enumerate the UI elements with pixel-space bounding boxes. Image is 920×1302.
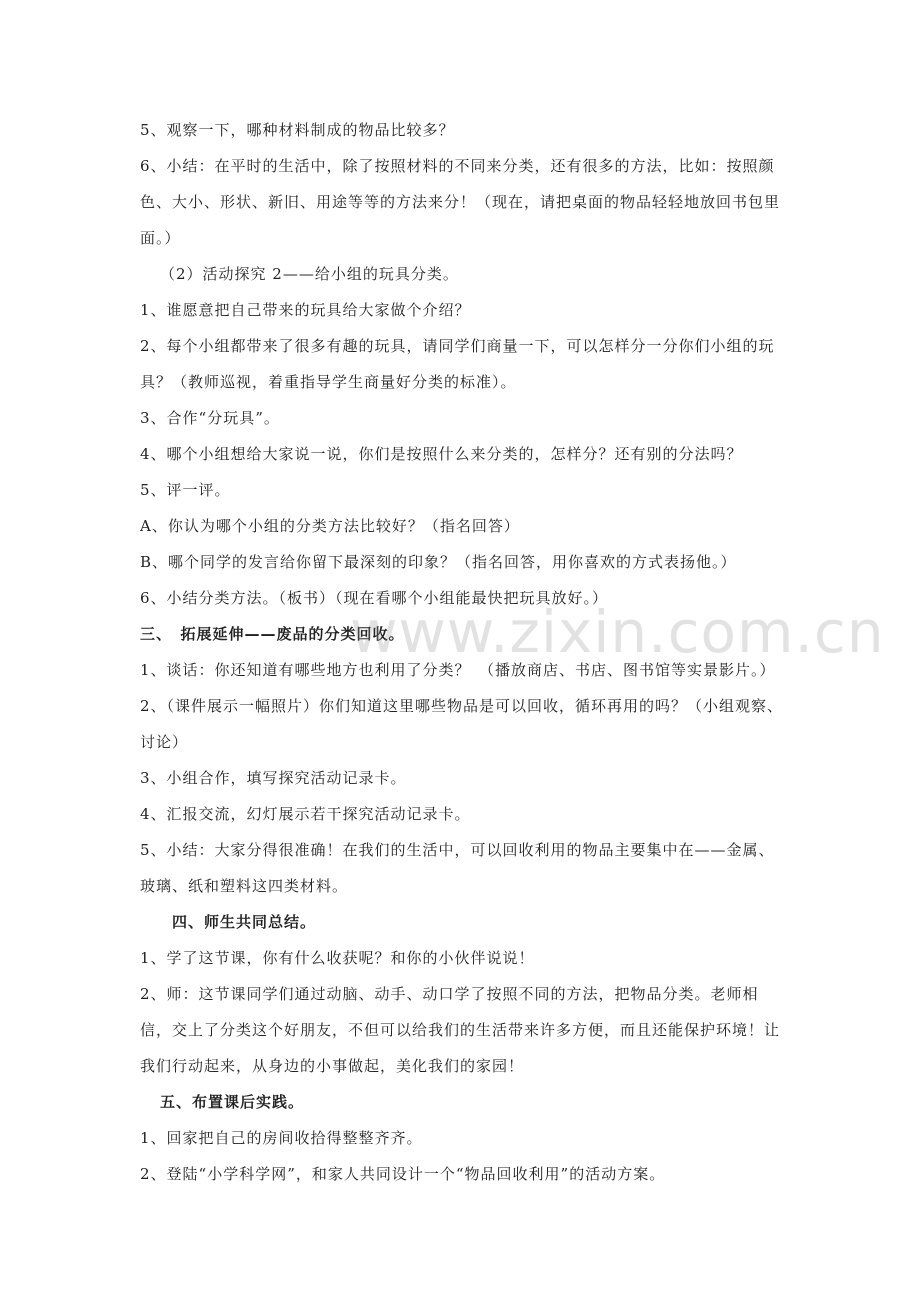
paragraph-11: 1、谈话：你还知道有哪些地方也利用了分类？ （播放商店、书店、图书馆等实景影片。）: [140, 661, 776, 679]
paragraph-5: 3、合作“分玩具”。: [140, 409, 280, 427]
paragraph-15: 5、小结：大家分得很准确！在我们的生活中，可以回收利用的物品主要集中在——金属、玻璃、纸和塑料这四类材料。: [140, 841, 775, 895]
paragraph-3: 1、谁愿意把自己带来的玩具给大家做个介绍？: [140, 301, 471, 319]
section-heading-activity-2: （2）活动探究 2——给小组的玩具分类。: [160, 265, 459, 283]
watermark: www.zixin.com.cn: [350, 598, 885, 666]
section-heading-3: 三、 拓展延伸——废品的分类回收。: [140, 625, 405, 643]
paragraph-16: 1、学了这节课，你有什么收获呢？和你的小伙伴说说！: [140, 949, 535, 967]
section-heading-5: 五、布置课后实践。: [160, 1093, 305, 1111]
paragraph-14: 4、汇报交流，幻灯展示若干探究活动记录卡。: [140, 805, 471, 823]
section-heading-4: 四、师生共同总结。: [172, 913, 317, 931]
paragraph-8: A、你认为哪个小组的分类方法比较好？（指名回答）: [140, 517, 520, 535]
document-body: [140, 112, 790, 1192]
paragraph-7: 5、评一评。: [140, 481, 231, 499]
paragraph-13: 3、小组合作，填写探究活动记录卡。: [140, 769, 407, 787]
paragraph-1: 5、观察一下，哪种材料制成的物品比较多？: [140, 121, 455, 139]
paragraph-18: 1、回家把自己的房间收拾得整整齐齐。: [140, 1129, 423, 1147]
paragraph-2: 6、小结：在平时的生活中，除了按照材料的不同来分类，还有很多的方法，比如：按照颜色、大小、形状、新旧、用途等等的方法来分！（现在，请把桌面的物品轻轻地放回书包里面。）: [140, 157, 781, 247]
paragraph-17: 2、师：这节课同学们通过动脑、动手、动口学了按照不同的方法，把物品分类。老师相信，交上了分类这个好朋友，不但可以给我们的生活带来许多方便，而且还能保护环境！让我们行动起来，从身边的小事做起，美化我们的家园！: [140, 985, 781, 1075]
paragraph-12: 2、（课件展示一幅照片）你们知道这里哪些物品是可以回收，循环再用的吗？（小组观察、讨论）: [140, 697, 784, 751]
paragraph-19: 2、登陆“小学科学网”，和家人共同设计一个“物品回收利用”的活动方案。: [140, 1165, 666, 1183]
paragraph-4: 2、每个小组都带来了很多有趣的玩具，请同学们商量一下，可以怎样分一分你们小组的玩具？（教师巡视，着重指导学生商量好分类的标准）。: [140, 337, 775, 391]
paragraph-6: 4、哪个小组想给大家说一说，你们是按照什么来分类的，怎样分？还有别的分法吗？: [140, 445, 743, 463]
paragraph-9: B、哪个同学的发言给你留下最深刻的印象？（指名回答，用你喜欢的方式表扬他。）: [140, 553, 737, 571]
paragraph-10: 6、小结分类方法。（板书）（现在看哪个小组能最快把玩具放好。）: [140, 589, 609, 607]
